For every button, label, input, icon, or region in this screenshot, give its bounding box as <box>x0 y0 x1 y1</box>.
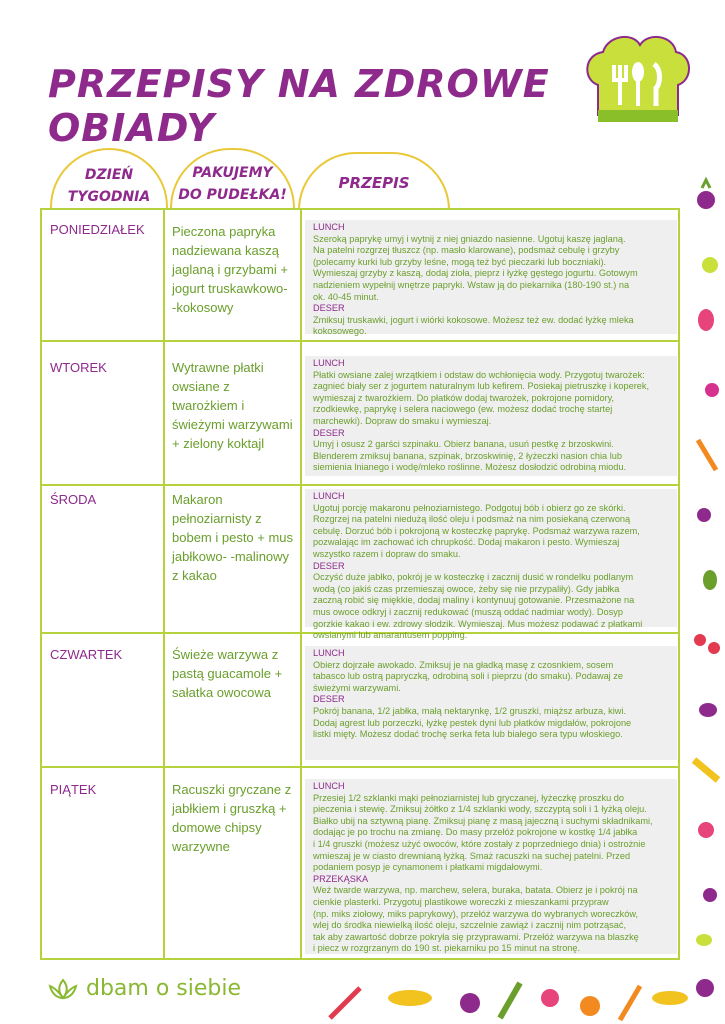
lunch-label: LUNCH <box>313 358 345 368</box>
footer-brand-text: dbam o siebie <box>86 976 242 1001</box>
recipe-text <box>305 779 677 954</box>
lunch-text: Przesiej 1/2 szklanki mąki pełnoziarnistej lub gryczanej, łyżeczkę proszku do pieczenia i stewię. Zmiksuj żółtko z 1/4 szklanki wody, szczyptą soli i 1 łyżką oleju. Białko ubij na sztywną pianę. Zmiksuj pianę z masą jajeczną i suchymi składnikami, dodając je po trochu na zmianę. Do masy przełóż pokrojone w kostkę 1/4 jabłka i 1/4 gruszki (możesz użyć owoców, które zostały z poprzedniego dnia) i ostrożnie wmieszaj je w ciasto drewnianą łyżką. Smaż racuszki na suchej patelni. Przed podaniem posyp je cynamonem i płatkami migdałowymi. <box>313 792 653 873</box>
header-pack-line2: DO PUDEŁKA! <box>178 187 287 203</box>
second-text: Zmiksuj truskawki, jogurt i wiórki kokosowe. Możesz też ew. dodać łyżkę mleka kokosowego. <box>313 314 634 337</box>
day-label: PONIEDZIAŁEK <box>50 222 145 237</box>
lunch-text: Szeroką paprykę umyj i wytnij z niej gniazdo nasienne. Ugotuj kaszę jaglaną. Na patelni rozgrzej tłuszcz (np. masło klarowane), podsmaż cebulę i grzyby (polecamy kurki lub grzyby leśne, mogą też być pieczarki lub boczniaki). Wymieszaj grzyby z kaszą, dodaj zioła, pieprz i łyżkę gęstego jogurtu. Gotowym nadzieniem wypełnij wnętrze papryki. Wstaw ją do piekarnika (180-190 st.) na ok. 40-45 minut. <box>313 233 638 302</box>
day-label: ŚRODA <box>50 492 97 507</box>
second-label: PRZEKĄSKA <box>313 873 369 884</box>
second-label: DESER <box>313 303 345 314</box>
row-divider <box>40 484 680 486</box>
second-text: Umyj i osusz 2 garści szpinaku. Obierz banana, usuń pestkę z brzoskwini. Blenderem zmiksuj banana, szpinak, brzoskwinię, 2 łyżeczki nasion chia lub siemienia lnianego i wodę/mleko roślinne. Możesz dosłodzić odrobiną miodu. <box>313 439 627 473</box>
header-day-line1: DZIEŃ <box>84 167 134 183</box>
second-text: Pokrój banana, 1/2 jabłka, małą nektarynkę, 1/2 gruszki, miąższ arbuza, kiwi. Dodaj agrest lub porzeczki, łyżkę pestek dyni lub płatków migdałów, pokrojone listki mięty. Możesz dodać trochę serka feta lub białego sera typu włoskiego. <box>313 705 632 740</box>
lunch-label: LUNCH <box>313 781 345 791</box>
second-label: DESER <box>313 560 345 571</box>
pack-description: Wytrawne płatki owsiane z twarożkiem i świeżymi warzywami + zielony koktajl <box>172 360 293 451</box>
header-recipe-label: PRZEPIS <box>338 174 410 192</box>
lunch-text: Ugotuj porcję makaronu pełnoziarnistego. Podgotuj bób i obierz go ze skórki. Rozgrzej na patelni niedużą ilość oleju i podsmaż na nim posiekaną czerwoną cebulę. Dorzuć bób i pokrojoną w kosteczkę paprykę. Podsmaż warzywa razem, pozwalając im zachować ich chrupkość. Dodaj makaron i pesto. Wymieszaj wszystko razem i dopraw do smaku. <box>313 502 640 559</box>
recipe-text <box>305 356 677 476</box>
lunch-text: Obierz dojrzałe awokado. Zmiksuj je na gładką masę z czosnkiem, sosem tabasco lub ostrą papryczką, odrobiną soli i pieprzu (do smaku). Podawaj ze świeżymi warzywami. <box>313 659 623 693</box>
day-label: WTOREK <box>50 360 107 375</box>
page-title: PRZEPISY NA ZDROWE OBIADY <box>48 62 550 150</box>
header-pack-line1: PAKUJEMY <box>192 165 273 181</box>
recipe-text <box>305 220 677 337</box>
pack-description: Świeże warzywa z pastą guacamole + sałatka owocowa <box>172 647 283 700</box>
column-divider <box>163 208 165 960</box>
row-divider <box>40 766 680 768</box>
second-label: DESER <box>313 427 345 438</box>
row-divider <box>40 340 680 342</box>
vegetable-border-icon <box>320 958 725 1024</box>
lunch-label: LUNCH <box>313 648 345 658</box>
lunch-text: Płatki owsiane zalej wrzątkiem i odstaw do wchłonięcia wody. Przygotuj twarożek: zagnieć biały ser z jogurtem naturalnym lub kefirem. Posiekaj pietruszkę i koperek, wymieszaj z twarożkiem. Do płatków dodaj twarożek, pokrojone pomidory, rzodkiewkę, paprykę i selera naciowego (ew. możesz dodać trochę startej marchewki). Dopraw do smaku i wymieszaj. <box>313 369 650 426</box>
lunch-label: LUNCH <box>313 491 345 501</box>
recipe-text <box>305 489 677 641</box>
fruit-border-icon <box>688 170 725 960</box>
pack-description: Pieczona papryka nadziewana kaszą jaglaną i grzybami + jogurt truskawkowo- -kokosowy <box>172 224 288 315</box>
second-label: DESER <box>313 694 345 705</box>
header-day <box>50 148 168 210</box>
second-text: Oczyść duże jabłko, pokrój je w kosteczkę i zacznij dusić w rondelku podlanym wodą (co jakiś czas przemieszaj owoce, żeby się nie przypaliły). Gdy jabłka zaczną robić się miękkie, dodaj maliny i kontynuuj gotowanie. Przesmażone na mus owoce odkryj i zacznij redukować (muszą oddać nadmiar wody). Dosyp gorzkie kakao i ew. zdrowy słodzik. Wymieszaj. Mus możesz podawać z płatkami owsianymi lub amarantusem popping. <box>313 572 643 641</box>
pack-description: Makaron pełnoziarnisty z bobem i pesto + mus jabłkowo- -malinowy z kakao <box>172 492 294 583</box>
footer-brand <box>46 976 241 1001</box>
chef-hat-icon <box>578 30 696 130</box>
day-label: CZWARTEK <box>50 647 123 662</box>
lotus-logo-icon <box>46 978 80 1000</box>
lunch-label: LUNCH <box>313 222 345 232</box>
column-divider <box>300 208 302 960</box>
recipe-text <box>305 646 677 760</box>
day-label: PIĄTEK <box>50 782 97 797</box>
second-text: Weź twarde warzywa, np. marchew, selera, buraka, batata. Obierz je i pokrój na cienkie plasterki. Przygotuj plastikowe woreczki z mieszankami przypraw (np. miks ziołowy, miks paprykowy), przełóż warzywa do wybranych woreczków, wlej do środka niewielką ilość oleju, szczelnie zawiąż i zacznij nim potrząsać, tak aby zawartość dobrze pokryła się przyprawami. Przełóż warzywa na blaszkę i piecz w rozgrzanym do 190 st. piekarniku po 15 minut na stronę. <box>313 885 639 954</box>
header-day-line2: TYGODNIA <box>67 189 151 205</box>
pack-description: Racuszki gryczane z jabłkiem i gruszką + domowe chipsy warzywne <box>172 782 292 854</box>
header-pack <box>170 148 295 210</box>
header-recipe <box>298 152 450 210</box>
